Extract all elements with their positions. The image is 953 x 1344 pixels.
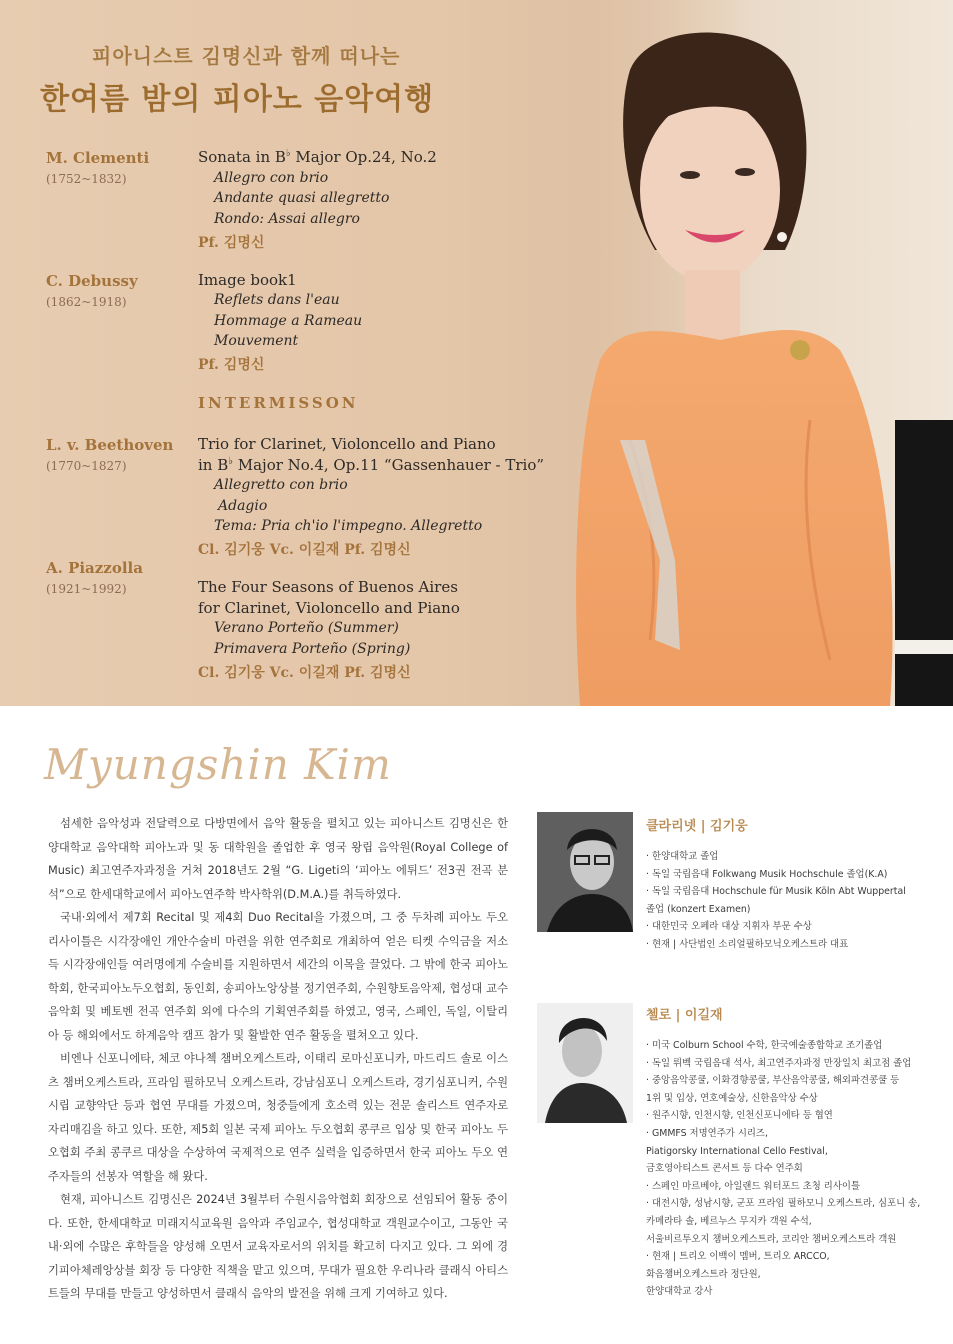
work-beethoven-line1: Trio for Clarinet, Violoncello and Piano bbox=[198, 435, 496, 453]
list-item: · 원주시향, 인천시향, 인천신포니에타 등 협연 bbox=[646, 1110, 833, 1122]
years-piazzolla: (1921~1992) bbox=[46, 582, 127, 596]
header-title: 한여름 밤의 피아노 음악여행 bbox=[40, 82, 435, 117]
bio-paragraph: 비엔나 신포니에타, 체코 야나첵 챔버오케스트라, 이태리 로마신포니카, 마드리드 솔로 이스츠 챔버오케스트라, 프라임 필하모닉 오케스트라, 강남심포니 오케스트라, 경기심포니커, 수원시립 교향악단 등과 협연 무대를 가졌으며, 청중들에게 호소력 있는 전문 솔리스트 연주자로 자리매김을 하고 있다. 또한, 제5회 일본 국제 피아노 두오협회 콩쿠르 입상 및 한국 피아노 두오협회 주최 콩쿠르 대상을 수상하여 국제적으로 연주 실력을 입증하면서 한국 피아노 두오 연주자들의 선봉자 역할을 해 왔다. bbox=[48, 1052, 508, 1183]
performer: Cl. 김기웅 Vc. 이길재 Pf. 김명신 bbox=[198, 665, 411, 681]
performer: Pf. 김명신 bbox=[198, 235, 265, 251]
signature-logo: Myungshin Kim bbox=[44, 740, 392, 789]
movement: Mouvement bbox=[214, 333, 299, 349]
movement: Allegro con brio bbox=[214, 170, 329, 186]
performer: Pf. 김명신 bbox=[198, 357, 265, 373]
movement: Rondo: Assai allegro bbox=[214, 211, 360, 227]
list-item: · GMMFS 저명연주가 시리즈, bbox=[646, 1127, 768, 1139]
composer-piazzolla: A. Piazzolla bbox=[46, 559, 143, 577]
cello-caption: 첼로 | 이길재 bbox=[646, 1008, 723, 1023]
bio-paragraph: 섬세한 음악성과 전달력으로 다방면에서 음악 활동을 펼치고 있는 피아니스트 김명신은 한양대학교 음악대학 피아노과 및 동 대학원을 졸업한 후 영국 왕립 음악원(Royal College of Music) 최고연주자과정을 거쳐 2018년도 2월 “G. Ligeti의 ‘피아노 에튀드’ 전3권 전곡 분석”으로 한세대학교에서 피아노연주학 박사학위(D.M.A.)를 취득하였다. bbox=[48, 817, 508, 901]
list-item: Piatigorsky International Cello Festival, bbox=[646, 1145, 828, 1157]
movement: Hommage a Rameau bbox=[214, 313, 363, 329]
list-item: · 한양대학교 졸업 bbox=[646, 851, 719, 862]
list-item: 1위 및 입상, 연호예술상, 신한음악상 수상 bbox=[646, 1092, 818, 1104]
list-item: 카메라타 솔, 베르누스 무지카 객원 수석, bbox=[646, 1215, 812, 1227]
bio-paragraph: 현재, 피아니스트 김명신은 2024년 3월부터 수원시음악협회 회장으로 선임되어 활동 중이다. 또한, 한세대학교 미래지식교육원 음악과 주임교수, 협성대학교 객원교수이고, 그동안 국내·외에 수많은 후학들을 양성해 오면서 교육자로서의 위치를 확고히 다지고 있다. 그 외에 경기피아체레앙상블 회장 등 다양한 직책을 맡고 있으며, 무대가 필요한 우리나라 클래식 아티스트들의 무대를 만들고 양성하면서 클래식 음악의 발전을 위해 크게 기여하고 있다. bbox=[48, 1193, 508, 1300]
work-piazzolla-line1: The Four Seasons of Buenos Aires bbox=[198, 578, 458, 596]
performer: Cl. 김기웅 Vc. 이길재 Pf. 김명신 bbox=[198, 542, 411, 558]
list-item: 서울비르투오지 챔버오케스트라, 코리안 챔버오케스트라 객원 bbox=[646, 1233, 897, 1245]
movement: Tema: Pria ch'io l'impegno. Allegretto bbox=[214, 518, 483, 534]
list-item: · 대한민국 오페라 대상 지휘자 부문 수상 bbox=[646, 921, 812, 933]
list-item: 화음챔버오케스트라 정단원, bbox=[646, 1268, 761, 1280]
intermission-label: INTERMISSON bbox=[198, 394, 359, 412]
list-item: · 중앙음악콩쿨, 이화경향콩쿨, 부산음악콩쿨, 해외파견콩쿨 등 bbox=[646, 1075, 900, 1087]
list-item: 한양대학교 강사 bbox=[646, 1286, 713, 1298]
clarinet-caption: 클라리넷 | 김기웅 bbox=[646, 819, 748, 834]
pianist-portrait bbox=[560, 0, 953, 706]
header-subtitle: 피아니스트 김명신과 함께 떠나는 bbox=[92, 44, 401, 68]
bio-paragraph: 국내·외에서 제7회 Recital 및 제4회 Duo Recital을 가졌으며, 그 중 두차례 피아노 두오 리사이틀은 시각장애인 개안수술비 마련을 위한 연주회로 개최하여 얻은 티켓 수익금을 저소득 시각장애인들 여러명에게 수술비를 지원하면서 세간의 이목을 끌었다. 그 밖에 한국 피아노학회, 한국피아노두오협회, 동인회, 송피아노앙상블 정기연주회, 수원향토음악제, 협성대 교수음악회 및 베토벤 전곡 연주회 외에 다수의 기획연주회를 하였고, 영국, 스페인, 독일, 이탈리아 등 해외에서도 하계음악 캠프 참가 및 활발한 연주 활동을 펼쳐오고 있다. bbox=[48, 911, 508, 1042]
list-item: · 독일 국립음대 Hochschule für Musik Köln Abt Wuppertal bbox=[646, 886, 906, 898]
list-item: · 미국 Colburn School 수학, 한국예술종합학교 조기졸업 bbox=[646, 1040, 883, 1051]
biography-text bbox=[48, 812, 508, 1306]
list-item: · 스페인 마르베야, 아일랜드 워터포드 초청 리사이틀 bbox=[646, 1180, 861, 1192]
list-item: · 독일 뤼벡 국립음대 석사, 최고연주자과정 만장일치 최고점 졸업 bbox=[646, 1057, 912, 1069]
years-beethoven: (1770~1827) bbox=[46, 459, 127, 473]
list-item: · 독일 국립음대 Folkwang Musik Hochschule 졸업(K.A) bbox=[646, 868, 888, 880]
list-item: 졸업 (konzert Examen) bbox=[646, 903, 751, 915]
list-item: · 현재 | 사단법인 소리얼필하모닉오케스트라 대표 bbox=[646, 938, 849, 950]
movement: Andante quasi allegretto bbox=[214, 190, 390, 206]
work-debussy: Image book1 bbox=[198, 271, 297, 289]
cello-career-list bbox=[646, 1037, 936, 1301]
work-piazzolla-line2: for Clarinet, Violoncello and Piano bbox=[198, 599, 460, 617]
composer-clementi: M. Clementi bbox=[46, 149, 150, 167]
list-item: 금호영아티스트 콘서트 등 다수 연주회 bbox=[646, 1163, 803, 1175]
years-clementi: (1752~1832) bbox=[46, 172, 127, 186]
list-item: · 대전시향, 성남시향, 군포 프라임 필하모니 오케스트라, 심포니 송, bbox=[646, 1198, 921, 1210]
composer-debussy: C. Debussy bbox=[46, 272, 138, 290]
list-item: · 현재 | 트리오 이백이 멤버, 트리오 ARCCO, bbox=[646, 1251, 830, 1263]
movement: Primavera Porteño (Spring) bbox=[214, 641, 411, 657]
movement: Reflets dans l'eau bbox=[214, 292, 340, 308]
work-clementi: Sonata in B♭ Major Op.24, No.2 bbox=[198, 148, 437, 166]
work-beethoven-line2: in B♭ Major No.4, Op.11 “Gassenhauer - Trio” bbox=[198, 456, 545, 474]
clarinetist-photo bbox=[537, 812, 633, 932]
cellist-photo bbox=[537, 1003, 633, 1123]
movement: Adagio bbox=[218, 498, 268, 514]
clarinet-career-list bbox=[646, 848, 936, 954]
movement: Verano Porteño (Summer) bbox=[214, 620, 399, 636]
movement: Allegretto con brio bbox=[214, 477, 348, 493]
years-debussy: (1862~1918) bbox=[46, 295, 127, 309]
composer-beethoven: L. v. Beethoven bbox=[46, 436, 174, 454]
